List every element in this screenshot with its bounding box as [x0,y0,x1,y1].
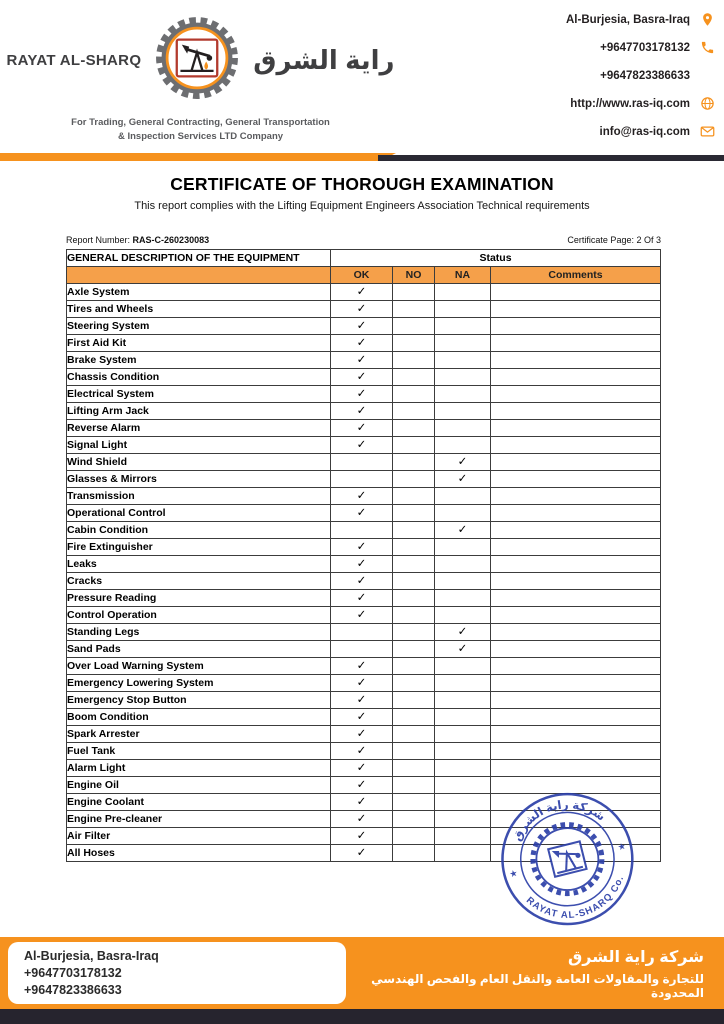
na-check-cell: ✓ [435,522,491,539]
comments-cell [491,488,661,505]
no-check-cell [393,828,435,845]
contact-row-phone-2 [566,66,716,85]
na-check-cell [435,437,491,454]
stamp-star-right: ★ [616,840,627,853]
equipment-item-label: Boom Condition [67,709,331,726]
no-check-cell [393,607,435,624]
equipment-item-label: Fuel Tank [67,743,331,760]
table-row [67,369,661,386]
report-meta-row [66,235,661,245]
equipment-item-label: Lifting Arm Jack [67,403,331,420]
comments-cell [491,437,661,454]
comments-cell [491,658,661,675]
no-check-cell [393,845,435,862]
table-row [67,811,661,828]
no-check-cell [393,369,435,386]
no-check-cell [393,556,435,573]
table-row [67,386,661,403]
footer-dark-strip [0,1009,724,1024]
comments-cell [491,335,661,352]
equipment-item-label: Cabin Condition [67,522,331,539]
column-header-na: NA [435,267,491,284]
ok-check-cell: ✓ [331,845,393,862]
page-label: Certificate Page: [567,235,634,245]
no-check-cell [393,539,435,556]
description-header: GENERAL DESCRIPTION OF THE EQUIPMENT [67,250,331,267]
column-header-ok: OK [331,267,393,284]
na-check-cell [435,794,491,811]
na-check-cell [435,709,491,726]
no-check-cell [393,675,435,692]
report-number-label: Report Number: [66,235,131,245]
comments-cell [491,301,661,318]
ok-check-cell: ✓ [331,692,393,709]
ok-check-cell: ✓ [331,743,393,760]
ok-check-cell: ✓ [331,709,393,726]
no-check-cell [393,522,435,539]
comments-cell [491,794,661,811]
comments-cell [491,573,661,590]
table-row [67,505,661,522]
no-check-cell [393,420,435,437]
table-row [67,845,661,862]
ok-check-cell: ✓ [331,556,393,573]
ok-check-cell [331,454,393,471]
contact-website-text: http://www.ras-iq.com [570,97,690,110]
tagline-line-2: & Inspection Services LTD Company [117,130,284,142]
equipment-item-label: Engine Pre-cleaner [67,811,331,828]
comments-cell [491,403,661,420]
ok-check-cell: ✓ [331,539,393,556]
table-row [67,590,661,607]
ok-check-cell: ✓ [331,607,393,624]
table-row [67,658,661,675]
table-row [67,760,661,777]
no-check-cell [393,777,435,794]
page-header [0,0,724,150]
ok-check-cell: ✓ [331,794,393,811]
phone-icon [699,39,716,56]
report-number-value: RAS-C-260230083 [132,235,210,245]
column-header-comments: Comments [491,267,661,284]
comments-cell [491,641,661,658]
email-icon [699,123,716,140]
footer-address: Al-Burjesia, Basra-Iraq [24,949,159,963]
equipment-item-label: Engine Coolant [67,794,331,811]
na-check-cell [435,335,491,352]
ok-check-cell: ✓ [331,777,393,794]
comments-cell [491,743,661,760]
comments-cell [491,284,661,301]
equipment-item-label: Pressure Reading [67,590,331,607]
ok-check-cell: ✓ [331,726,393,743]
na-check-cell [435,845,491,862]
table-row [67,624,661,641]
table-row [67,777,661,794]
comments-cell [491,522,661,539]
na-check-cell [435,828,491,845]
footer-arabic-block [346,947,724,1000]
na-check-cell [435,318,491,335]
equipment-item-label: Over Load Warning System [67,658,331,675]
na-check-cell [435,403,491,420]
comments-cell [491,709,661,726]
comments-cell [491,386,661,403]
column-header-no: NO [393,267,435,284]
no-check-cell [393,692,435,709]
table-row [67,454,661,471]
na-check-cell [435,386,491,403]
brand-name-english: RAYAT AL-SHARQ [6,52,142,69]
comments-cell [491,454,661,471]
comments-cell [491,539,661,556]
equipment-item-label: Wind Shield [67,454,331,471]
no-check-cell [393,454,435,471]
equipment-item-label: Leaks [67,556,331,573]
table-row [67,641,661,658]
comments-cell [491,607,661,624]
na-check-cell [435,488,491,505]
ok-check-cell: ✓ [331,573,393,590]
table-row [67,828,661,845]
table-row [67,471,661,488]
no-check-cell [393,590,435,607]
tagline-line-1: For Trading, General Contracting, General Transportation [71,117,330,128]
equipment-item-label: Sand Pads [67,641,331,658]
no-check-cell [393,488,435,505]
comments-cell [491,675,661,692]
svg-text:RAYAT AL-SHARQ Co. [522,872,633,932]
no-check-cell [393,811,435,828]
header-divider [0,152,724,165]
equipment-item-label: Engine Oil [67,777,331,794]
table-row [67,335,661,352]
table-row [67,318,661,335]
na-check-cell [435,658,491,675]
ok-check-cell: ✓ [331,488,393,505]
table-row [67,437,661,454]
na-check-cell [435,777,491,794]
equipment-item-label: Chassis Condition [67,369,331,386]
table-row [67,709,661,726]
comments-cell [491,624,661,641]
contact-row-address [566,10,716,29]
ok-check-cell: ✓ [331,284,393,301]
table-row [67,692,661,709]
ok-check-cell: ✓ [331,828,393,845]
page-footer [0,937,724,1024]
comments-cell [491,505,661,522]
equipment-item-label: Glasses & Mirrors [67,471,331,488]
table-row [67,607,661,624]
na-check-cell [435,352,491,369]
no-check-cell [393,760,435,777]
comments-cell [491,760,661,777]
footer-tagline-arabic: للتجارة والمقاولات العامة والنقل العام والفحص الهندسي المحدودة [371,971,704,1000]
equipment-item-label: All Hoses [67,845,331,862]
na-check-cell: ✓ [435,454,491,471]
comments-cell [491,369,661,386]
ok-check-cell: ✓ [331,760,393,777]
no-check-cell [393,403,435,420]
table-row [67,675,661,692]
contact-email-text: info@ras-iq.com [599,125,690,138]
no-check-cell [393,624,435,641]
na-check-cell [435,760,491,777]
no-check-cell [393,794,435,811]
comments-cell [491,352,661,369]
na-check-cell: ✓ [435,624,491,641]
na-check-cell [435,539,491,556]
comments-cell [491,828,661,845]
ok-check-cell: ✓ [331,811,393,828]
footer-company-arabic: شركة راية الشرق [567,948,704,966]
comments-cell [491,811,661,828]
equipment-item-label: Emergency Lowering System [67,675,331,692]
contact-phone1-text: +9647703178132 [600,41,690,54]
equipment-item-label: Operational Control [67,505,331,522]
no-check-cell [393,658,435,675]
ok-check-cell: ✓ [331,658,393,675]
na-check-cell [435,675,491,692]
comments-cell [491,845,661,862]
company-emblem [151,12,243,109]
equipment-item-label: Standing Legs [67,624,331,641]
equipment-item-label: Cracks [67,573,331,590]
status-header: Status [331,250,661,267]
location-icon [699,11,716,28]
brand-name-arabic: راية الشرق [253,45,395,75]
table-row [67,794,661,811]
divider-dark-bar [378,155,724,161]
na-check-cell [435,573,491,590]
na-check-cell [435,556,491,573]
table-row [67,420,661,437]
equipment-item-label: Axle System [67,284,331,301]
ok-check-cell: ✓ [331,505,393,522]
footer-contact-card [8,942,346,1004]
certificate-title: CERTIFICATE OF THOROUGH EXAMINATION [170,174,554,194]
equipment-item-label: Alarm Light [67,760,331,777]
certificate-subtitle: This report complies with the Lifting Equipment Engineers Association Technical requirements [134,200,590,212]
equipment-item-label: Reverse Alarm [67,420,331,437]
contact-phone2-text: +9647823386633 [600,69,690,82]
stamp-arabic-text: شركة راية الشرق [510,798,608,844]
divider-orange-bar [0,153,396,161]
blank-header-cell [67,267,331,284]
table-row [67,301,661,318]
na-check-cell [435,590,491,607]
no-check-cell [393,726,435,743]
table-row [67,573,661,590]
no-check-cell [393,335,435,352]
table-row [67,726,661,743]
na-check-cell [435,420,491,437]
table-row [67,556,661,573]
table-header-row-description [67,250,661,267]
na-check-cell [435,743,491,760]
no-check-cell [393,301,435,318]
table-row [67,522,661,539]
equipment-item-label: Electrical System [67,386,331,403]
no-check-cell [393,437,435,454]
equipment-table-body [67,284,661,862]
na-check-cell [435,692,491,709]
comments-cell [491,726,661,743]
footer-orange-band [0,937,724,1009]
comments-cell [491,556,661,573]
gear-pumpjack-logo-icon [151,12,243,104]
table-row [67,743,661,760]
no-check-cell [393,743,435,760]
equipment-table [66,249,661,862]
no-check-cell [393,471,435,488]
comments-cell [491,471,661,488]
logo-row [6,12,395,109]
title-block [0,174,724,212]
contact-row-phone-1 [566,38,716,57]
equipment-item-label: Steering System [67,318,331,335]
equipment-item-label: Brake System [67,352,331,369]
ok-check-cell: ✓ [331,675,393,692]
comments-cell [491,420,661,437]
na-check-cell [435,607,491,624]
no-check-cell [393,386,435,403]
contact-row-email [566,122,716,141]
ok-check-cell: ✓ [331,369,393,386]
ok-check-cell: ✓ [331,335,393,352]
no-check-cell [393,318,435,335]
no-check-cell [393,505,435,522]
ok-check-cell: ✓ [331,301,393,318]
ok-check-cell: ✓ [331,403,393,420]
page-value: 2 Of 3 [636,235,661,245]
equipment-item-label: Emergency Stop Button [67,692,331,709]
equipment-item-label: First Aid Kit [67,335,331,352]
equipment-item-label: Control Operation [67,607,331,624]
table-row [67,539,661,556]
no-check-cell [393,352,435,369]
table-row [67,352,661,369]
table-row [67,284,661,301]
equipment-item-label: Spark Arrester [67,726,331,743]
contact-address-text: Al-Burjesia, Basra-Iraq [566,13,690,26]
table-header-row-columns [67,267,661,284]
comments-cell [491,590,661,607]
comments-cell [491,318,661,335]
table-row [67,488,661,505]
na-check-cell [435,284,491,301]
ok-check-cell: ✓ [331,590,393,607]
icon-spacer [699,67,716,84]
ok-check-cell [331,522,393,539]
stamp-star-left: ★ [508,867,519,880]
company-tagline [28,116,373,144]
stamp-english-text: RAYAT AL-SHARQ Co. [523,873,627,922]
no-check-cell [393,709,435,726]
footer-phone-2: +9647823386633 [24,983,122,997]
no-check-cell [393,641,435,658]
equipment-item-label: Tires and Wheels [67,301,331,318]
no-check-cell [393,284,435,301]
ok-check-cell: ✓ [331,352,393,369]
na-check-cell [435,811,491,828]
equipment-item-label: Air Filter [67,828,331,845]
ok-check-cell [331,624,393,641]
ok-check-cell: ✓ [331,318,393,335]
na-check-cell [435,726,491,743]
na-check-cell [435,301,491,318]
contact-info-block [566,10,716,141]
table-row [67,403,661,420]
na-check-cell [435,369,491,386]
no-check-cell [393,573,435,590]
footer-phone-1: +9647703178132 [24,966,122,980]
equipment-item-label: Fire Extinguisher [67,539,331,556]
na-check-cell: ✓ [435,641,491,658]
equipment-item-label: Transmission [67,488,331,505]
comments-cell [491,777,661,794]
na-check-cell [435,505,491,522]
certificate-page-indicator [567,235,661,245]
na-check-cell: ✓ [435,471,491,488]
contact-row-website [566,94,716,113]
ok-check-cell: ✓ [331,420,393,437]
report-number [66,235,209,245]
ok-check-cell: ✓ [331,386,393,403]
ok-check-cell [331,471,393,488]
ok-check-cell [331,641,393,658]
company-logo-block [6,12,395,144]
globe-icon [699,95,716,112]
equipment-item-label: Signal Light [67,437,331,454]
ok-check-cell: ✓ [331,437,393,454]
comments-cell [491,692,661,709]
